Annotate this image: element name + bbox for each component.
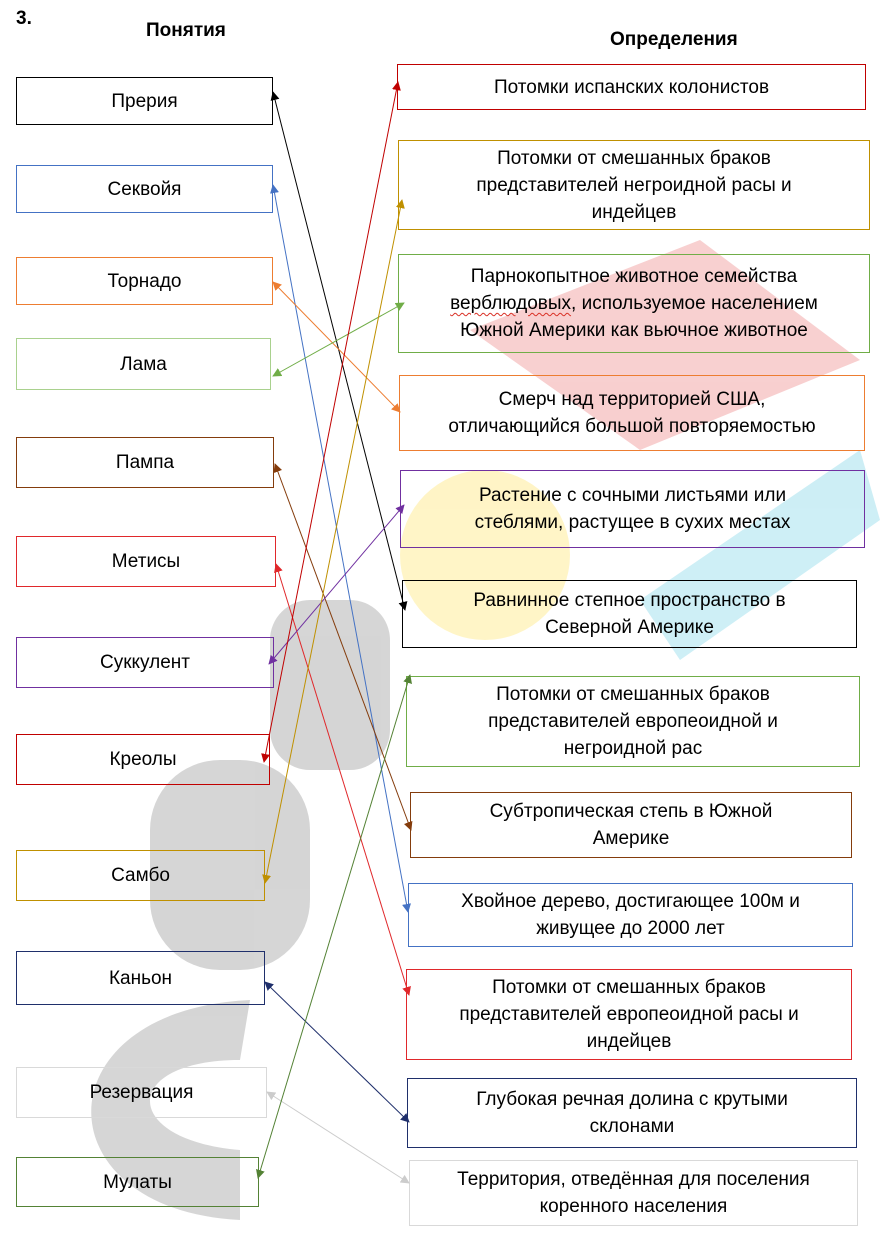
definition-line: Потомки от смешанных браков [497, 147, 771, 169]
definition-line: Потомки от смешанных браков [496, 684, 770, 705]
match-arrow-7-0 [264, 82, 398, 762]
match-arrow-3-2 [273, 303, 404, 376]
definition-line: негроидной рас [563, 738, 703, 759]
definition-line: Южной Америки как вьючное животное [460, 320, 808, 341]
concept-label: Торнадо [107, 270, 182, 292]
concept-label: Секвойя [107, 178, 182, 200]
match-arrow-8-1 [265, 200, 402, 883]
definition-line-rest: , используемое населением [571, 293, 818, 314]
definition-line: Хвойное дерево, достигающее 100м и [461, 891, 800, 912]
concept-label: Самбо [111, 865, 170, 886]
match-arrow-4-7 [275, 464, 411, 830]
definition-line: представителей европеоидной расы и [459, 1004, 799, 1025]
concept-label: Суккулент [100, 652, 190, 673]
definition-line: стеблями, растущее в сухих местах [474, 512, 791, 533]
definition-line: Парнокопытное животное семейства [470, 266, 798, 287]
definition-line: Америке [592, 828, 670, 849]
match-arrow-5-9 [276, 564, 409, 995]
definition-line: Потомки от смешанных браков [492, 977, 766, 998]
concept-label: Мулаты [103, 1171, 172, 1193]
match-arrow-1-8 [273, 185, 408, 912]
definition-line: Растение с сочными листьями или [478, 485, 787, 506]
definition-line: Субтропическая степь в Южной [489, 801, 773, 822]
match-arrow-0-5 [273, 92, 405, 610]
concept-label: Метисы [111, 551, 181, 572]
match-arrow-10-11 [267, 1092, 409, 1183]
concepts-header: Понятия [146, 20, 226, 41]
definition-line: индейцев [586, 1031, 672, 1052]
concept-label: Резервация [89, 1082, 194, 1103]
definition-line: Смерч над территорией США, [498, 389, 766, 410]
definition-line: индейцев [591, 201, 677, 223]
concept-label: Прерия [111, 90, 178, 112]
definition-line: Равнинное степное пространство в [473, 590, 786, 611]
definition-line: Потомки испанских колонистов [493, 76, 770, 98]
definitions-header: Определения [610, 29, 738, 50]
definition-line: представителей негроидной расы и [476, 174, 792, 196]
concept-label: Лама [120, 353, 167, 375]
definition-line: коренного населения [539, 1196, 728, 1217]
concept-label: Каньон [108, 967, 173, 989]
definition-line: склонами [589, 1116, 675, 1137]
definition-line: Территория, отведённая для поселения [457, 1169, 810, 1190]
definition-line: отличающийся большой повторяемостью [448, 416, 816, 437]
definition-line: Глубокая речная долина с крутыми [476, 1089, 788, 1110]
spellcheck-underlined-word: верблюдовых [450, 293, 572, 314]
definition-line: представителей европеоидной и [488, 711, 778, 732]
definition-line: живущее до 2000 лет [536, 918, 725, 939]
concept-label: Пампа [115, 452, 175, 473]
match-arrow-9-10 [265, 982, 409, 1122]
task-number: 3. [16, 8, 32, 29]
concept-label: Креолы [109, 749, 177, 770]
definition-line: Северной Америке [545, 617, 714, 638]
